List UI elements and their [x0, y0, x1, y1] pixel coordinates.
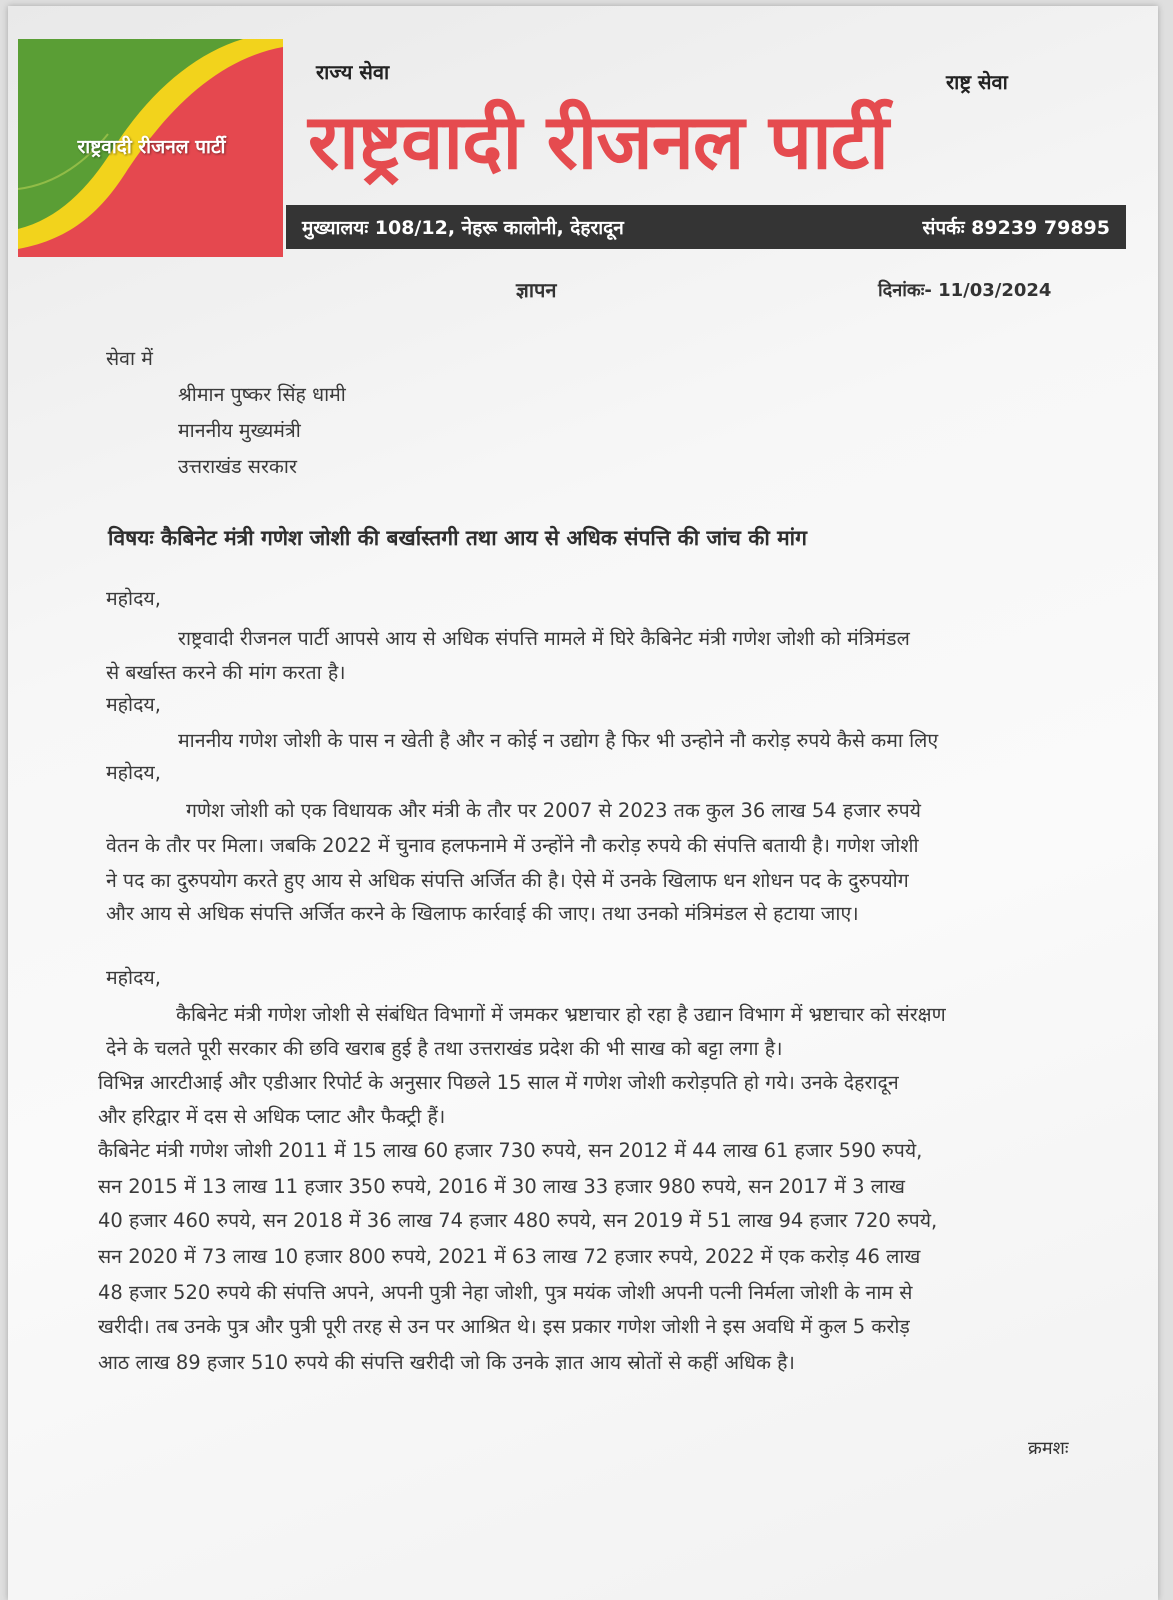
letter-page — [8, 6, 1158, 1600]
paragraph-line: कैबिनेट मंत्री गणेश जोशी से संबंधित विभागों में जमकर भ्रष्टाचार हो रहा है उद्यान विभाग में भ्रष्टाचार को संरक्षण — [176, 1003, 946, 1026]
subject-line: विषयः कैबिनेट मंत्री गणेश जोशी की बर्खास्तगी तथा आय से अधिक संपत्ति की जांच की मांग — [108, 526, 807, 550]
slogan-right: राष्ट्र सेवा — [946, 70, 1008, 94]
recipient-designation: माननीय मुख्यमंत्री — [178, 419, 301, 442]
paragraph-line: महोदय, — [106, 761, 161, 784]
contact-number: संपर्कः 89239 79895 — [922, 217, 1110, 239]
paragraph-line: 40 हजार 460 रुपये, सन 2018 में 36 लाख 74 हजार 480 रुपये, सन 2019 में 51 लाख 94 हजार 720 रुपये, — [98, 1209, 938, 1232]
paragraph-line: से बर्खास्त करने की मांग करता है। — [106, 661, 346, 684]
paragraph-line: देने के चलते पूरी सरकार की छवि खराब हुई है तथा उत्तराखंड प्रदेश की भी साख को बट्टा लगा है। — [106, 1037, 783, 1060]
paragraph-line: खरीदी। तब उनके पुत्र और पुत्री पूरी तरह से उन पर आश्रित थे। इस प्रकार गणेश जोशी ने इस अवधि में कुल 5 करोड़ — [98, 1315, 910, 1338]
continued-marker: क्रमशः — [1028, 1438, 1069, 1459]
paragraph-line: महोदय, — [106, 693, 161, 716]
logo-text: राष्ट्रवादी रीजनल पार्टी — [77, 136, 226, 158]
headquarters-address: मुख्यालयः 108/12, नेहरू कालोनी, देहरादून — [302, 217, 624, 239]
paragraph-line: माननीय गणेश जोशी के पास न खेती है और न कोई न उद्योग है फिर भी उन्होने नौ करोड़ रुपये कैसे कमा लिए — [178, 729, 939, 752]
paragraph-line: कैबिनेट मंत्री गणेश जोशी 2011 में 15 लाख 60 हजार 730 रुपये, सन 2012 में 44 लाख 61 हजार 590 रुपये, — [98, 1139, 923, 1162]
recipient-office: उत्तराखंड सरकार — [178, 455, 297, 478]
paragraph-line: ने पद का दुरुपयोग करते हुए आय से अधिक संपत्ति अर्जित की है। ऐसे में उनके खिलाफ धन शोधन पद के दुरुपयोग — [106, 869, 909, 892]
document-date: दिनांकः- 11/03/2024 — [878, 280, 1052, 301]
paragraph-line: सन 2015 में 13 लाख 11 हजार 350 रुपये, 2016 में 30 लाख 33 हजार 980 रुपये, सन 2017 में 3 लाख — [98, 1175, 905, 1198]
address-bar — [286, 205, 1126, 249]
party-logo — [18, 39, 283, 257]
paragraph-line: महोदय, — [106, 966, 161, 989]
paragraph-line: राष्ट्रवादी रीजनल पार्टी आपसे आय से अधिक संपत्ति मामले में घिरे कैबिनेट मंत्री गणेश जोशी को मंत्रिमंडल — [178, 627, 910, 650]
paragraph-line: महोदय, — [106, 587, 161, 610]
paragraph-line: और आय से अधिक संपत्ति अर्जित करने के खिलाफ कार्रवाई की जाए। तथा उनको मंत्रिमंडल से हटाया जाए। — [106, 902, 859, 925]
slogan-left: राज्य सेवा — [316, 60, 390, 84]
paragraph-line: वेतन के तौर पर मिला। जबकि 2022 में चुनाव हलफनामे में उन्होंने नौ करोड़ रुपये की संपत्ति बतायी है। गणेश जोशी — [106, 834, 919, 857]
party-name-heading: राष्ट्रवादी रीजनल पार्टी — [308, 97, 888, 186]
salutation: सेवा में — [106, 347, 153, 370]
paragraph-line: और हरिद्वार में दस से अधिक प्लाट और फैक्ट्री हैं। — [98, 1105, 446, 1128]
recipient-name: श्रीमान पुष्कर सिंह धामी — [178, 383, 346, 406]
paragraph-line: गणेश जोशी को एक विधायक और मंत्री के तौर पर 2007 से 2023 तक कुल 36 लाख 54 हजार रुपये — [186, 799, 921, 822]
paragraph-line: विभिन्न आरटीआई और एडीआर रिपोर्ट के अनुसार पिछले 15 साल में गणेश जोशी करोड़पति हो गये। उनके देहरादून — [98, 1071, 899, 1094]
paragraph-line: सन 2020 में 73 लाख 10 हजार 800 रुपये, 2021 में 63 लाख 72 हजार रुपये, 2022 में एक करोड़ 46 लाख — [98, 1245, 921, 1268]
document-type: ज्ञापन — [516, 278, 557, 302]
paragraph-line: आठ लाख 89 हजार 510 रुपये की संपत्ति खरीदी जो कि उनके ज्ञात आय स्रोतों से कहीं अधिक है। — [98, 1351, 795, 1374]
paragraph-line: 48 हजार 520 रुपये की संपत्ति अपने, अपनी पुत्री नेहा जोशी, पुत्र मयंक जोशी अपनी पत्नी निर्मला जोशी के नाम से — [98, 1281, 913, 1304]
